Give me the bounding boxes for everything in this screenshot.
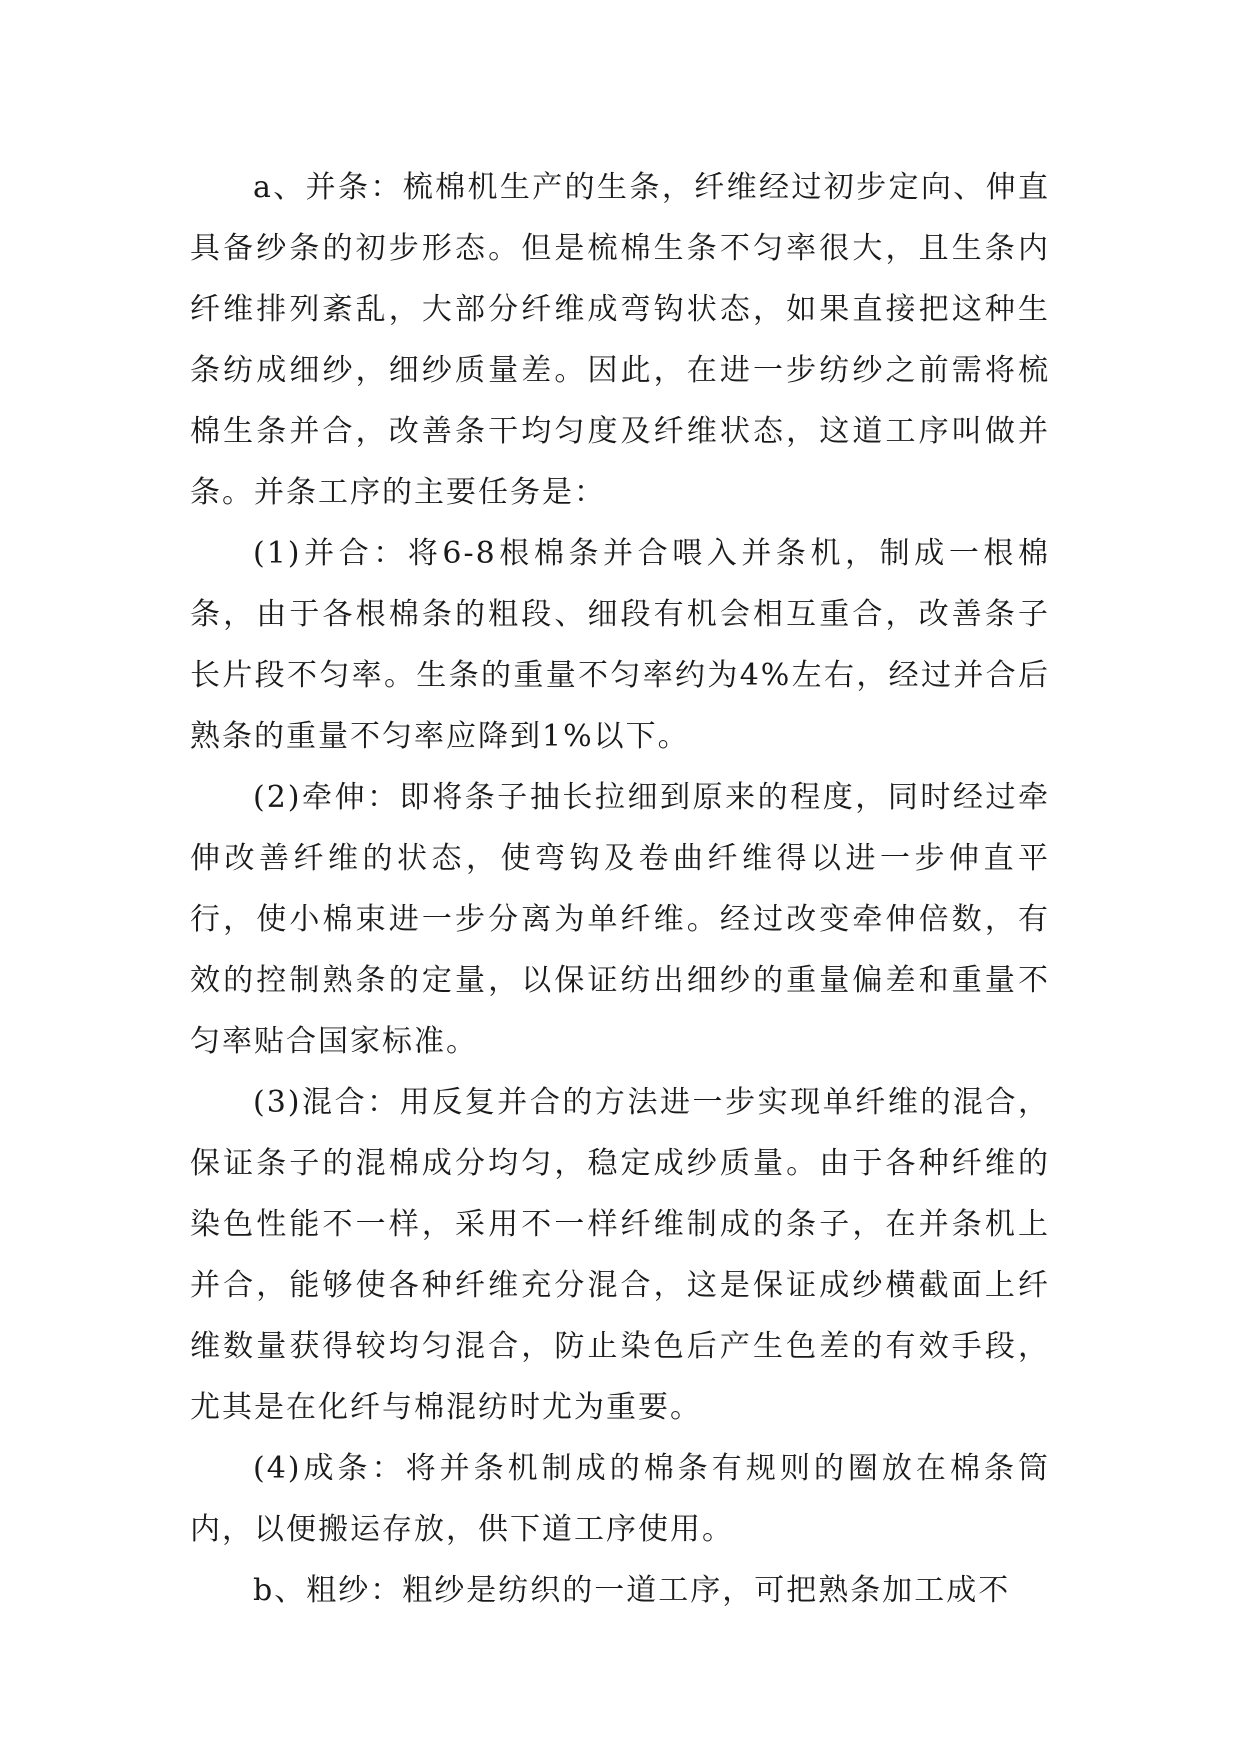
paragraph-drafting: (2)牵伸：即将条子抽长拉细到原来的程度，同时经过牵伸改善纤维的状态，使弯钩及卷曲纤维得以进一步伸直平行，使小棉束进一步分离为单纤维。经过改变牵伸倍数，有效的控制熟条的定量，以保证纺出细纱的重量偏差和重量不匀率贴合国家标准。	[190, 780, 1050, 1059]
paragraph-coiling: (4)成条：将并条机制成的棉条有规则的圈放在棉条筒内，以便搬运存放，供下道工序使用。	[190, 1451, 1050, 1547]
paragraph-roving: b、粗纱：粗纱是纺织的一道工序，可把熟条加工成不	[253, 1573, 1011, 1608]
paragraph-drawing-intro: a、并条：梳棉机生产的生条，纤维经过初步定向、伸直具备纱条的初步形态。但是梳棉生条不匀率很大，且生条内纤维排列紊乱，大部分纤维成弯钩状态，如果直接把这种生条纺成细纱，细纱质量差。因此，在进一步纺纱之前需将梳棉生条并合，改善条干均匀度及纤维状态，这道工序叫做并条。并条工序的主要任务是：	[190, 170, 1050, 510]
paragraph-combining: (1)并合：将6-8根棉条并合喂入并条机，制成一根棉条，由于各根棉条的粗段、细段有机会相互重合，改善条子长片段不匀率。生条的重量不匀率约为4%左右，经过并合后熟条的重量不匀率应降到1%以下。	[190, 536, 1050, 754]
document-body	[190, 157, 1050, 1621]
paragraph-blending: (3)混合：用反复并合的方法进一步实现单纤维的混合，保证条子的混棉成分均匀，稳定成纱质量。由于各种纤维的染色性能不一样，采用不一样纤维制成的条子，在并条机上并合，能够使各种纤维充分混合，这是保证成纱横截面上纤维数量获得较均匀混合，防止染色后产生色差的有效手段，尤其是在化纤与棉混纺时尤为重要。	[190, 1085, 1050, 1425]
